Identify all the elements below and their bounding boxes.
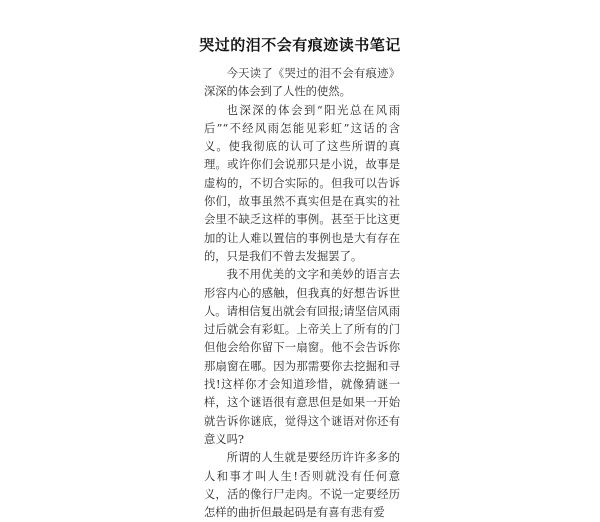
- paragraph: 我不用优美的文字和美妙的语言去形容内心的感触，但我真的好想告诉世人。请相信复出就会有回报;请坚信风雨过后就会有彩虹。上帝关上了所有的门但他会给你留下一扇窗。他不会告诉你那扇窗在哪。因为那需要你去挖掘和寻找!这样你才会知道珍惜，就像猜谜一样，这个谜语很有意思但是如果一开始就告诉你谜底，觉得这个谜语对你还有意义吗?: [204, 268, 400, 446]
- document-body: [204, 65, 400, 522]
- document-title: 哭过的泪不会有痕迹读书笔记: [199, 36, 401, 54]
- paragraph: 也深深的体会到“阳光总在风雨后”“不经风雨怎能见彩虹”这话的含义。使我彻底的认可了这些所谓的真理。或许你们会说那只是小说，故事是虚构的，不切合实际的。但我可以告诉你们，故事虽然不真实但是在真实的社会里不缺乏这样的事例。甚至于比这更加的让人难以置信的事例也是大有存在的，只是我们不曾去发掘罢了。: [204, 103, 400, 263]
- paragraph: 所谓的人生就是要经历许许多多的人和事才叫人生!否则就没有任何意义，活的像行尸走肉。不说一定要经历怎样的曲折但最起码是有喜有悲有爱: [204, 451, 400, 520]
- paragraph: 今天读了《哭过的泪不会有痕迹》深深的体会到了人性的使然。: [204, 67, 400, 99]
